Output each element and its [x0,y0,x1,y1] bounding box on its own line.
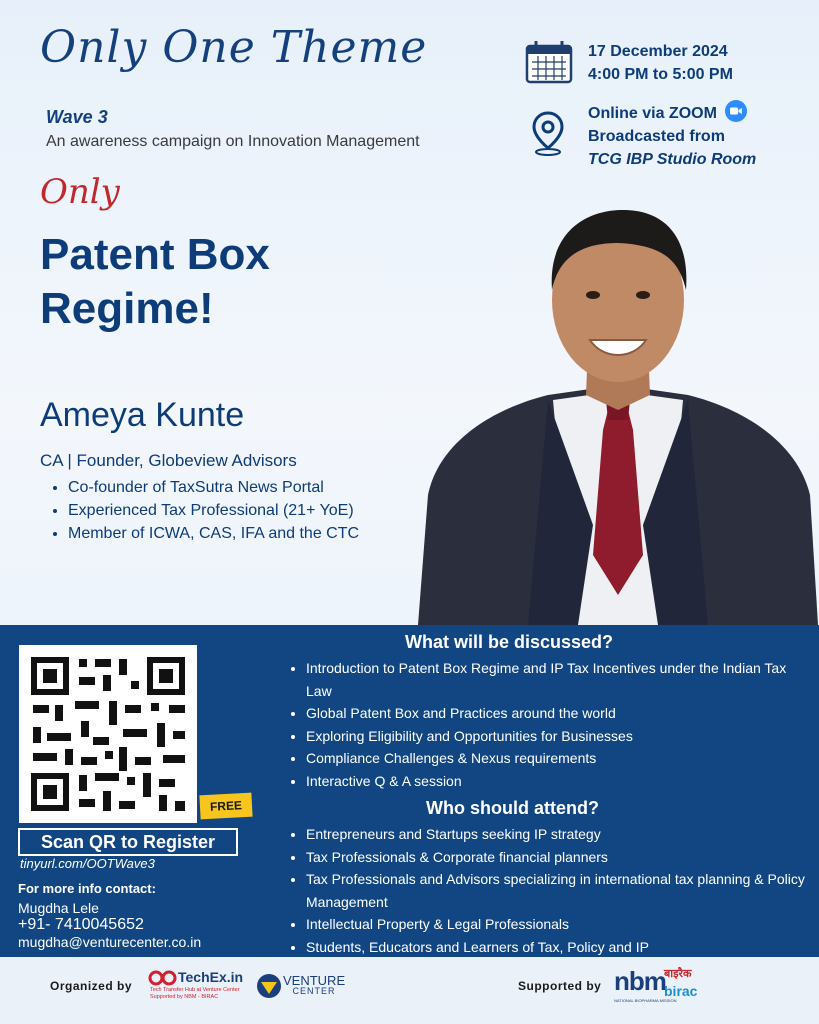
speaker-credential: • Co-founder of TaxSutra News Portal [68,476,359,499]
discussion-item: • Interactive Q & A session [306,770,811,793]
event-time: 4:00 PM to 5:00 PM [588,66,733,83]
techex-sub2: Supported by NBM - BIRAC [150,994,219,1000]
audience-item: • Entrepreneurs and Startups seeking IP strategy [306,823,811,846]
campaign-tagline: An awareness campaign on Innovation Management [46,133,420,150]
event-date: 17 December 2024 [588,43,728,60]
speaker-role: CA | Founder, Globeview Advisors [40,451,297,470]
topic-title-line2: Regime! [40,284,214,333]
nbm-logo: nbm [614,966,666,996]
contact-phone[interactable]: +91- 7410045652 [18,916,144,933]
registration-qr-code[interactable] [19,645,197,823]
event-datetime [588,40,733,86]
map-pin-icon [530,110,566,156]
speaker-credentials [48,476,359,545]
birac-hindi: बाइरैक [664,968,692,980]
calendar-icon [524,40,574,84]
venture-center-name [283,975,345,997]
venture-name2: CENTER [292,986,336,996]
audience-list [288,823,811,958]
venture-center-logo-icon [256,973,282,999]
audience-item: • Tax Professionals & Corporate financial planners [306,846,811,869]
only-script: Only [40,172,120,212]
discussion-item: • Compliance Challenges & Nexus requirements [306,747,811,770]
speaker-photo [418,195,818,625]
contact-email[interactable]: mugdha@venturecenter.co.in [18,934,202,950]
techex-name: TechEx.in [178,969,244,985]
registration-link[interactable]: tinyurl.com/OOTWave3 [20,856,155,871]
free-badge: FREE [199,793,252,820]
contact-name: Mugdha Lele [18,900,99,916]
techex-logo-icon [148,970,178,986]
contact-heading: For more info contact: [18,881,156,896]
location-line3: TCG IBP Studio Room [588,151,757,168]
discussion-list [288,657,811,792]
location-line2: Broadcasted from [588,128,725,145]
birac-logo: birac [664,983,698,999]
theme-title: Only One Theme [40,22,428,73]
topic-title [40,228,270,336]
audience-item: • Students, Educators and Learners of Tax, Policy and IP [306,936,811,959]
zoom-camera-icon [725,100,747,122]
discussion-item: • Introduction to Patent Box Regime and IP Tax Incentives under the Indian Tax Law [306,657,811,702]
techex-subtitle [150,987,240,1001]
supported-by-label: Supported by [518,979,602,993]
speaker-credential: • Member of ICWA, CAS, IFA and the CTC [68,522,359,545]
discussion-heading: What will be discussed? [405,632,614,652]
discussion-item: • Exploring Eligibility and Opportunities for Businesses [306,725,811,748]
audience-item: • Intellectual Property & Legal Professionals [306,913,811,936]
event-location [588,100,756,171]
speaker-credential: • Experienced Tax Professional (21+ YoE) [68,499,359,522]
techex-sub1: Tech Transfer Hub at Venture Center [150,987,240,993]
scan-to-register-button[interactable]: Scan QR to Register [18,828,238,856]
discussion-item: • Global Patent Box and Practices around the world [306,702,811,725]
speaker-name: Ameya Kunte [40,396,245,434]
qr-code-image [19,645,197,823]
audience-heading: Who should attend? [426,798,599,818]
venture-name1: VENTURE [283,973,346,988]
nbm-subtitle: NATIONAL BIOPHARMA MISSION [614,998,677,1003]
audience-item: • Tax Professionals and Advisors specializing in international tax planning & Policy Management [306,868,811,913]
location-line1: Online via ZOOM [588,105,717,122]
topic-title-line1: Patent Box [40,230,270,279]
wave-label: Wave 3 [46,107,108,127]
organized-by-label: Organized by [50,979,133,993]
